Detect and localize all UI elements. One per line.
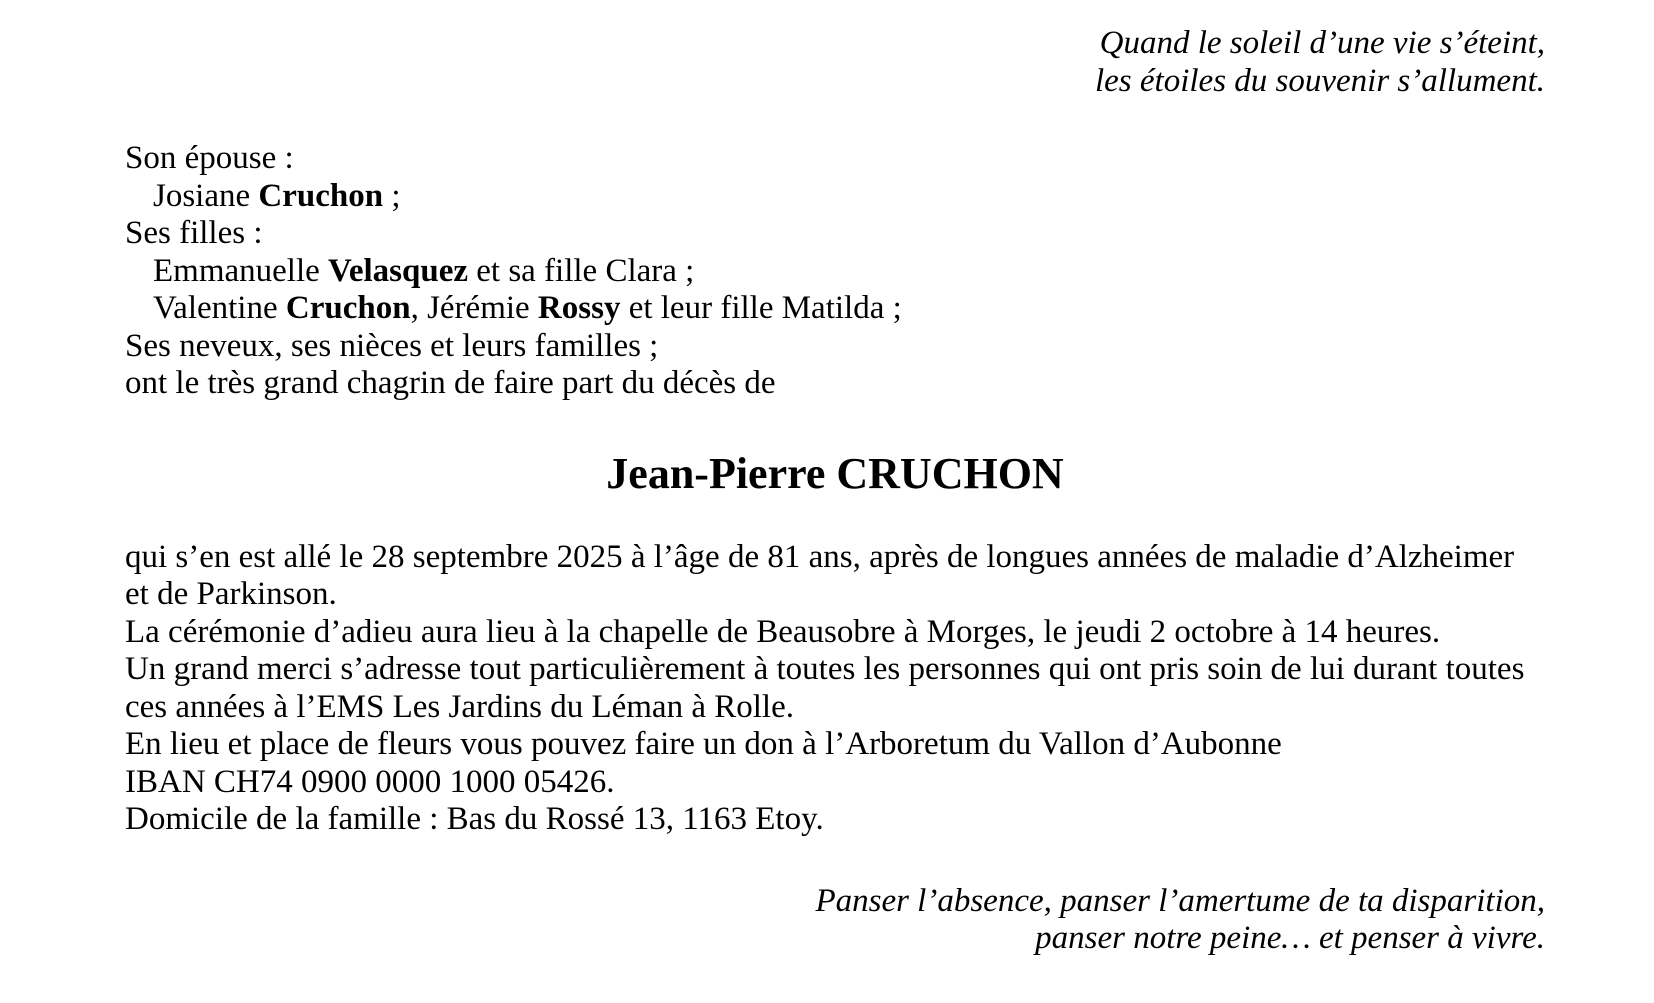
daughter2-partner-firstname: , Jérémie xyxy=(410,290,538,326)
opening-quote-line-1: Quand le soleil d’une vie s’éteint, xyxy=(1099,25,1545,61)
notice-content xyxy=(125,0,1545,958)
spouse-surname-bold: Cruchon xyxy=(258,177,384,214)
body-line-thanks-1: Un grand merci s’adresse tout particulièrement à toutes les personnes qui ont pris soin de lui durant toutes xyxy=(125,651,1525,687)
daughter2-line xyxy=(125,290,1545,328)
spouse-header: Son épouse : xyxy=(125,140,294,176)
body-line-thanks-2: ces années à l’EMS Les Jardins du Léman à Rolle. xyxy=(125,688,794,725)
body-line-donation: En lieu et place de fleurs vous pouvez faire un don à l’Arboretum du Vallon d’Aubonne xyxy=(125,726,1282,762)
opening-quote xyxy=(125,25,1545,100)
spouse-line-suffix: ; xyxy=(383,177,401,214)
daughter1-line xyxy=(125,253,1545,291)
deceased-name-title: Jean-Pierre CRUCHON xyxy=(606,448,1064,498)
daughter1-line-suffix: et sa fille Clara ; xyxy=(468,252,695,289)
body-line-family-address: Domicile de la famille : Bas du Rossé 13, 1163 Etoy. xyxy=(125,801,824,837)
daughter2-line-suffix: et leur fille Matilda ; xyxy=(620,290,902,326)
body-line-iban: IBAN CH74 0900 0000 1000 05426. xyxy=(125,763,615,800)
spouse-line xyxy=(125,178,1545,216)
daughters-header: Ses filles : xyxy=(125,215,263,251)
body-line-death-details-1: qui s’en est allé le 28 septembre 2025 à l’âge de 81 ans, après de longues années de maladie d’Alzheimer xyxy=(125,538,1515,575)
closing-quote-line-1: Panser l’absence, panser l’amertume de ta disparition, xyxy=(815,882,1545,919)
daughter1-firstname: Emmanuelle xyxy=(153,252,329,289)
closing-quote-line-2: panser notre peine… et penser à vivre. xyxy=(1035,920,1545,956)
announcement-line: ont le très grand chagrin de faire part du décès de xyxy=(125,365,776,401)
relatives-line: Ses neveux, ses nièces et leurs familles ; xyxy=(125,327,659,364)
notice-body xyxy=(125,539,1545,839)
family-announcement-block xyxy=(125,140,1545,403)
body-line-death-details-2: et de Parkinson. xyxy=(125,576,337,612)
body-line-ceremony: La cérémonie d’adieu aura lieu à la chapelle de Beausobre à Morges, le jeudi 2 octobre à 14 heures. xyxy=(125,613,1441,650)
daughter1-surname-bold: Velasquez xyxy=(328,252,468,289)
closing-quote xyxy=(125,883,1545,958)
spouse-firstname: Josiane xyxy=(153,177,259,214)
daughter2-surname-bold: Cruchon xyxy=(285,290,411,326)
daughter2-firstname: Valentine xyxy=(153,290,286,326)
daughter2-partner-surname-bold: Rossy xyxy=(537,290,621,326)
opening-quote-line-2: les étoiles du souvenir s’allument. xyxy=(1094,62,1545,99)
